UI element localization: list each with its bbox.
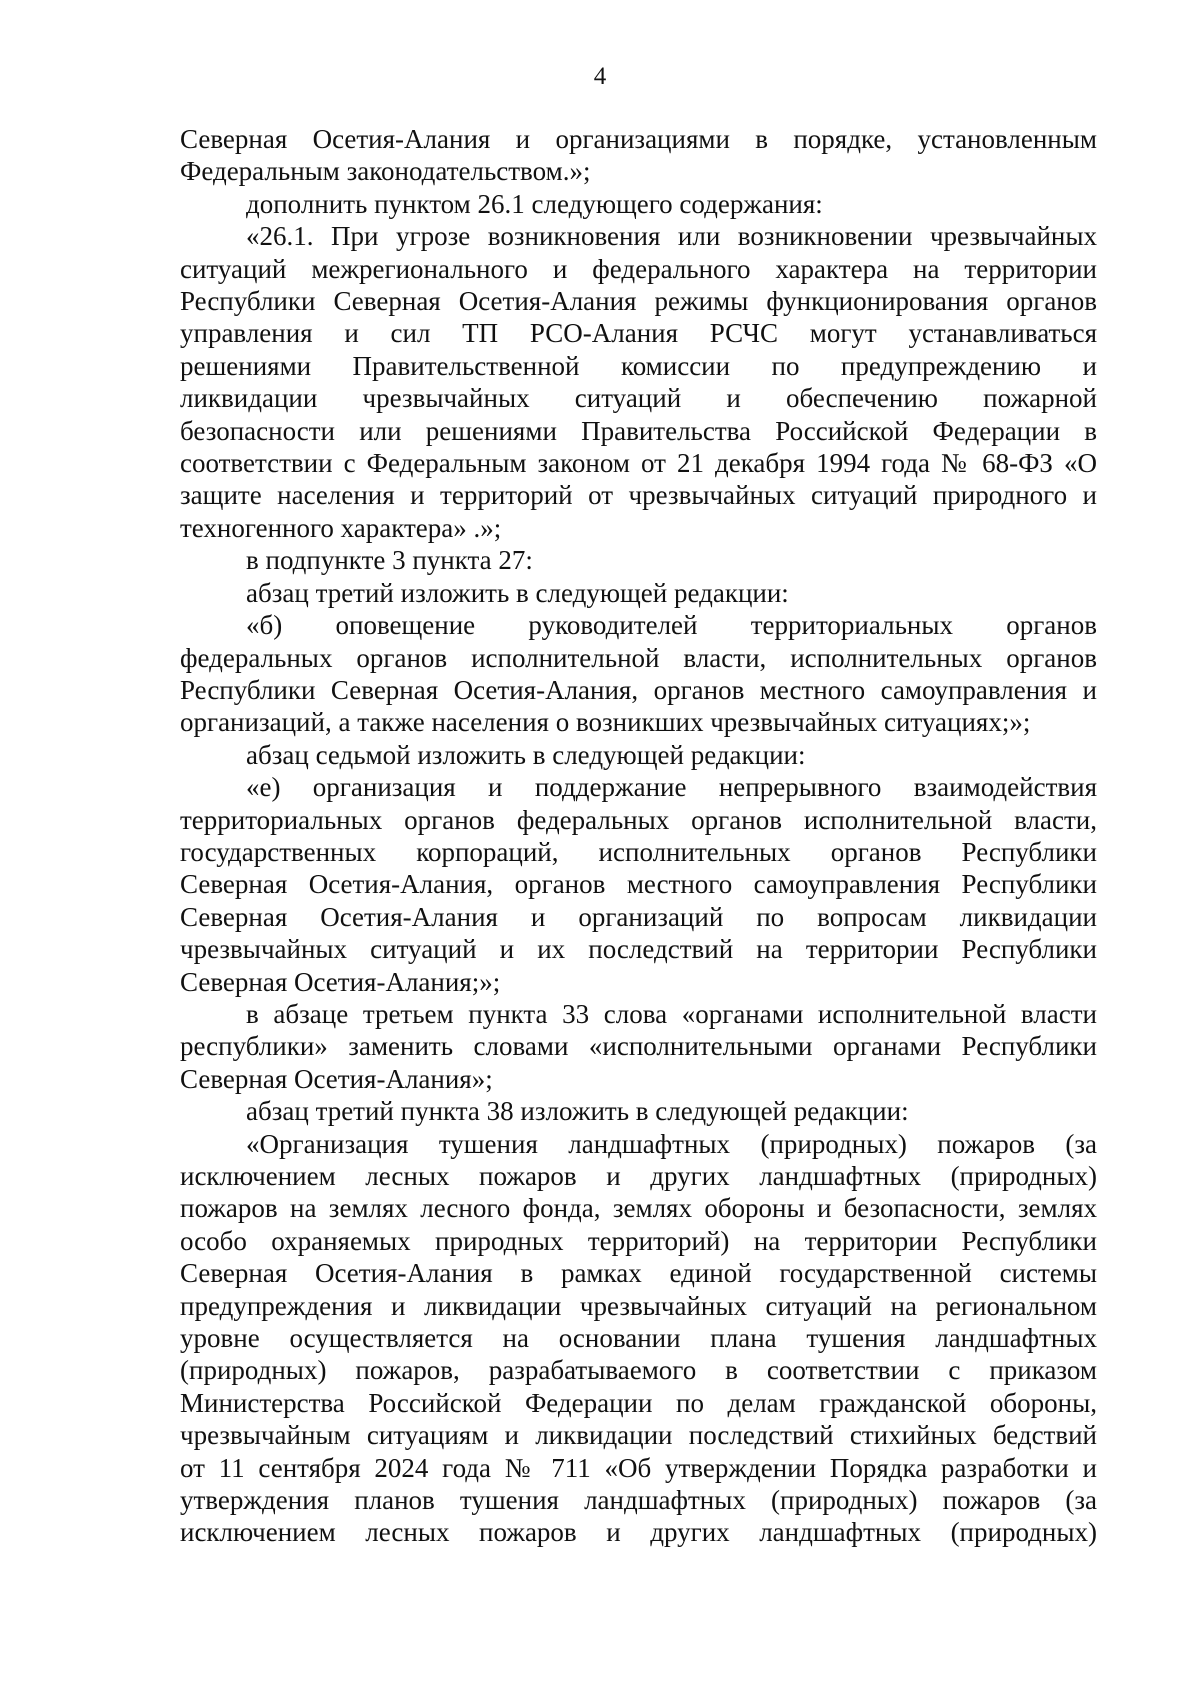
body-line: Северная Осетия-Алания и организаций по вопросам ликвидации [180, 901, 1097, 932]
body-line: ликвидации чрезвычайных ситуаций и обеспечению пожарной [180, 383, 1097, 414]
body-line: чрезвычайным ситуациям и ликвидации последствий стихийных бедствий [180, 1420, 1097, 1451]
body-line: абзац седьмой изложить в следующей редакции: [246, 739, 806, 770]
body-line: решениями Правительственной комиссии по предупреждению и [180, 350, 1097, 381]
body-line: управления и сил ТП РСО-Алания РСЧС могут устанавливаться [180, 318, 1097, 349]
body-line: пожаров на землях лесного фонда, землях обороны и безопасности, землях [180, 1193, 1097, 1224]
body-line: республики» заменить словами «исполнительными органами Республики [180, 1031, 1097, 1062]
body-line: защите населения и территорий от чрезвычайных ситуаций природного и [180, 480, 1097, 511]
body-line: исключением лесных пожаров и других ландшафтных (природных) [180, 1161, 1097, 1191]
body-line: абзац третий пункта 38 изложить в следующей редакции: [246, 1096, 909, 1127]
body-line: предупреждения и ликвидации чрезвычайных ситуаций на региональном [180, 1290, 1097, 1321]
body-line: Министерства Российской Федерации по делам гражданской обороны, [180, 1387, 1097, 1418]
body-line: (природных) пожаров, разрабатываемого в соответствии с приказом [180, 1355, 1097, 1386]
body-line: в абзаце третьем пункта 33 слова «органами исполнительной власти [246, 998, 1097, 1029]
body-line: в подпункте 3 пункта 27: [246, 545, 533, 576]
body-line: федеральных органов исполнительной власти, исполнительных органов [180, 642, 1097, 673]
body-line: чрезвычайных ситуаций и их последствий на территории Республики [180, 934, 1097, 965]
body-line: техногенного характера» .»; [180, 512, 502, 543]
body-line: исключением лесных пожаров и других ландшафтных (природных) [180, 1517, 1097, 1548]
body-line: Северная Осетия-Алания;»; [180, 966, 501, 997]
body-line: государственных корпораций, исполнительных органов Республики [180, 836, 1097, 867]
body-line: Республики Северная Осетия-Алания, органов местного самоуправления и [180, 674, 1097, 705]
body-line: «26.1. При угрозе возникновения или возникновении чрезвычайных [246, 221, 1097, 252]
body-line: «е) организация и поддержание непрерывного взаимодействия [246, 772, 1097, 803]
document-body [180, 123, 1097, 1549]
body-line: ситуаций межрегионального и федерального характера на территории [180, 253, 1097, 284]
body-line: Северная Осетия-Алания, органов местного самоуправления Республики [180, 869, 1097, 900]
body-line: соответствии с Федеральным законом от 21 декабря 1994 года № 68-ФЗ «О [180, 448, 1097, 479]
page-number: 4 [593, 63, 607, 90]
body-line: дополнить пунктом 26.1 следующего содержания: [246, 188, 823, 219]
body-line: безопасности или решениями Правительства Российской Федерации в [180, 415, 1097, 446]
body-line: от 11 сентября 2024 года № 711 «Об утверждении Порядка разработки и [180, 1452, 1097, 1483]
body-line: абзац третий изложить в следующей редакции: [246, 577, 789, 608]
body-line: утверждения планов тушения ландшафтных (природных) пожаров (за [180, 1485, 1097, 1516]
body-line: особо охраняемых природных территорий) на территории Республики [180, 1225, 1097, 1256]
body-line: Республики Северная Осетия-Алания режимы функционирования органов [180, 286, 1097, 317]
body-line: Федеральным законодательством.»; [180, 156, 591, 187]
body-line: «б) оповещение руководителей территориальных органов [246, 610, 1097, 641]
body-line: территориальных органов федеральных органов исполнительной власти, [180, 804, 1097, 835]
body-line: уровне осуществляется на основании плана тушения ландшафтных [180, 1323, 1097, 1354]
body-line: Северная Осетия-Алания и организациями в порядке, установленным [180, 124, 1097, 154]
body-line: организаций, а также населения о возникших чрезвычайных ситуациях;»; [180, 707, 1031, 738]
body-line: «Организация тушения ландшафтных (природных) пожаров (за [246, 1128, 1097, 1159]
body-line: Северная Осетия-Алания в рамках единой государственной системы [180, 1258, 1097, 1289]
body-line: Северная Осетия-Алания»; [180, 1063, 493, 1094]
